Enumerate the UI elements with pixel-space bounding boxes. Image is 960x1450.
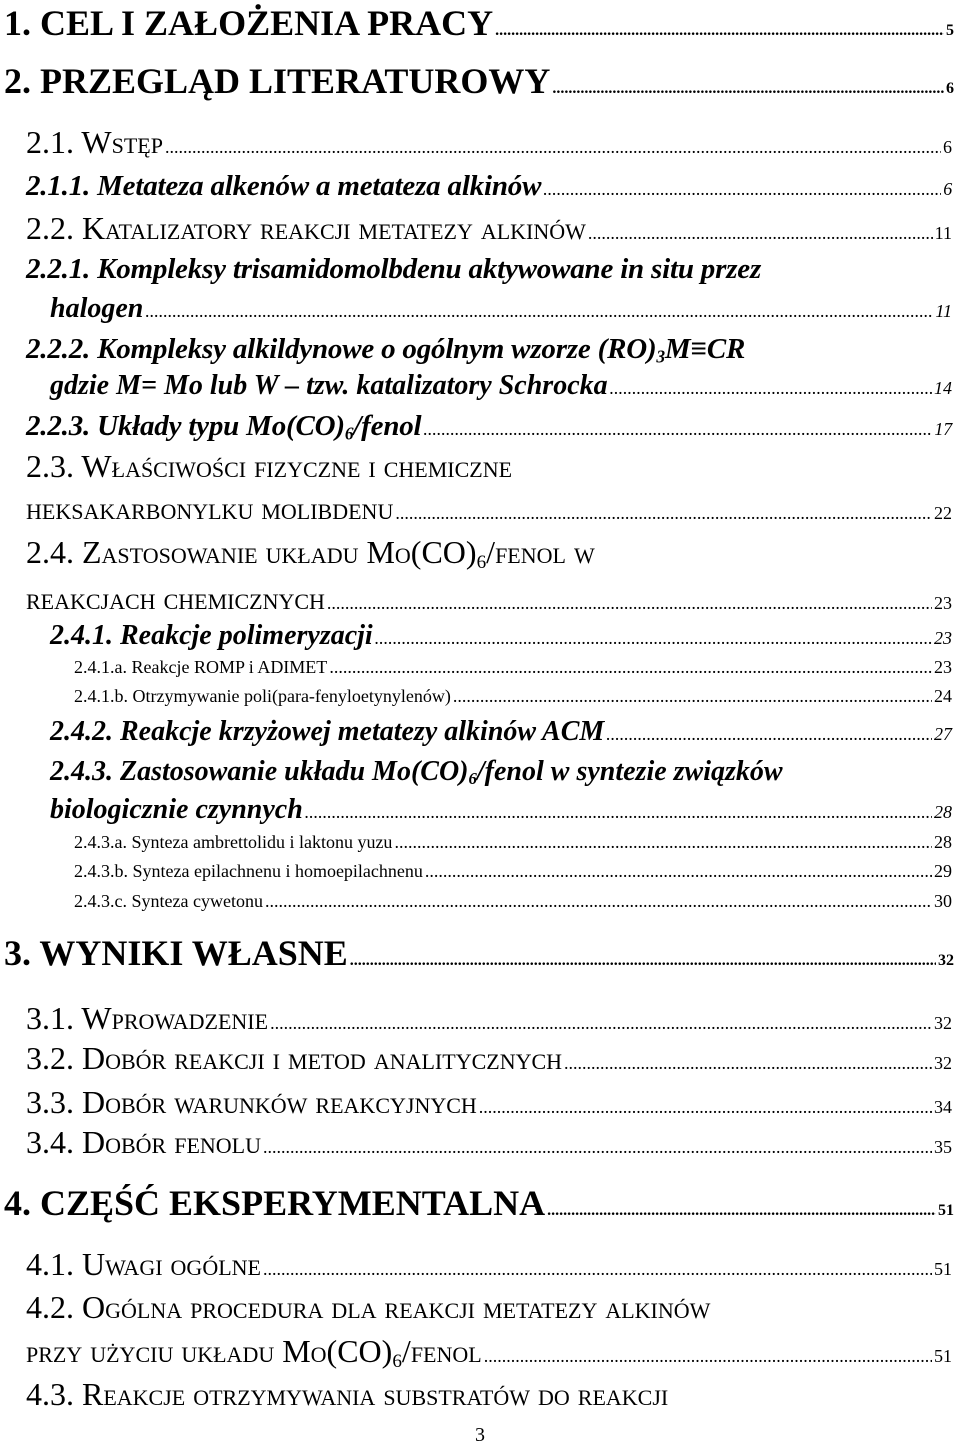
toc-entry-title: 2.1. Wstęp <box>26 124 163 160</box>
toc-page-number: 6 <box>943 179 952 199</box>
toc-page-number: 11 <box>934 223 952 243</box>
toc-entry-2-4-2[interactable] <box>50 716 952 748</box>
toc-leader-dots <box>547 1202 936 1220</box>
toc-leader-dots <box>495 22 944 40</box>
toc-entry-2-2[interactable] <box>26 210 952 247</box>
toc-entry-4-2[interactable] <box>26 1333 952 1373</box>
toc-entry-3-4[interactable] <box>26 1124 952 1161</box>
subscript: 6 <box>468 769 477 789</box>
toc-entry-chapter-3[interactable] <box>4 932 954 974</box>
toc-entry-title: 2.2. Katalizatory reakcji metatezy alkinów <box>26 210 586 246</box>
toc-entry-title-cont: biologicznie czynnych <box>50 794 303 825</box>
toc-page-number: 6 <box>946 80 954 97</box>
toc-entry-2-4[interactable] <box>26 580 952 617</box>
toc-entry-title: 2.4.1.b. Otrzymywanie poli(para-fenyloetynylenów) <box>74 686 451 706</box>
toc-leader-dots <box>394 832 932 853</box>
toc-page-number: 35 <box>934 1137 952 1157</box>
toc-page-number: 22 <box>934 503 952 523</box>
toc-entry-title: 3.3. Dobór warunków reakcyjnych <box>26 1084 477 1120</box>
toc-entry-4-2-line1: 4.2. Ogólna procedura dla reakcji metatezy alkinów <box>26 1289 711 1325</box>
toc-entry-title: 2.1.1. Metateza alkenów a metateza alkinów <box>26 170 542 202</box>
toc-leader-dots <box>423 419 932 440</box>
toc-entry-2-4-3-c[interactable] <box>74 891 952 912</box>
toc-entry-2-2-1-line1: 2.2.1. Kompleksy trisamidomolbdenu aktywowane in situ przez <box>26 253 762 285</box>
title-part: 2.4. Zastosowanie układu Mo(CO) <box>26 534 477 570</box>
toc-leader-dots <box>552 80 944 98</box>
toc-entry-title-cont: halogen <box>50 293 144 324</box>
toc-leader-dots <box>305 802 932 823</box>
toc-leader-dots <box>270 1013 932 1034</box>
toc-entry-title: 2.4.1. Reakcje polimeryzacji <box>50 620 373 651</box>
subscript: 6 <box>392 1350 402 1372</box>
toc-entry-title: 2.4.3.a. Synteza ambrettolidu i laktonu yuzu <box>74 832 393 852</box>
toc-leader-dots <box>588 223 933 244</box>
toc-page-number: 32 <box>934 1013 952 1033</box>
toc-entry-2-1-1[interactable] <box>26 170 952 203</box>
toc-entry-2-4-line1 <box>26 534 952 574</box>
toc-entry-title: 2.4.3.c. Synteza cywetonu <box>74 891 263 911</box>
toc-leader-dots <box>479 1097 932 1118</box>
toc-leader-dots <box>327 593 932 614</box>
toc-leader-dots <box>265 891 932 912</box>
toc-page-number: 23 <box>934 657 952 677</box>
toc-leader-dots <box>165 137 941 158</box>
toc-entry-2-2-1[interactable] <box>50 293 952 325</box>
toc-page-number: 11 <box>935 301 952 321</box>
toc-entry-title: 2.4.1.a. Reakcje ROMP i ADIMET <box>74 657 328 677</box>
toc-entry-2-4-3-a[interactable] <box>74 832 952 853</box>
toc-entry-2-4-1-b[interactable] <box>74 686 952 707</box>
title-part: 2.4.3. Zastosowanie układu Mo(CO) <box>50 756 469 787</box>
toc-entry-title: 3. WYNIKI WŁASNE <box>4 933 348 973</box>
toc-entry-2-2-2[interactable] <box>50 370 952 402</box>
toc-leader-dots <box>425 861 932 882</box>
toc-entry-2-3-line1: 2.3. Właściwości fizyczne i chemiczne <box>26 448 513 484</box>
toc-page-number: 24 <box>934 686 952 706</box>
toc-entry-title <box>26 410 421 444</box>
toc-page-number: 51 <box>938 1202 954 1219</box>
toc-entry-title: 3.2. Dobór reakcji i metod analitycznych <box>26 1040 563 1076</box>
toc-entry-2-4-3-b[interactable] <box>74 861 952 882</box>
toc-page-number: 27 <box>934 724 952 744</box>
toc-page-number: 51 <box>934 1346 952 1366</box>
toc-page-number: 6 <box>943 137 952 157</box>
toc-page-number: 30 <box>934 891 952 911</box>
toc-entry-2-2-3[interactable] <box>26 410 952 444</box>
title-part: 2.2.3. Układy typu Mo(CO) <box>26 410 345 442</box>
toc-page-number: 23 <box>934 593 952 613</box>
toc-page-number: 17 <box>934 419 952 439</box>
toc-leader-dots <box>375 628 932 649</box>
toc-entry-title: 2.4.2. Reakcje krzyżowej metatezy alkinów ACM <box>50 716 605 747</box>
toc-page-number: 28 <box>934 832 952 852</box>
toc-entry-2-3[interactable] <box>26 490 952 527</box>
toc-entry-4-3-line1[interactable]: 4.3. Reakcje otrzymywania substratów do reakcji <box>26 1376 669 1412</box>
toc-leader-dots <box>453 686 932 707</box>
toc-entry-title: 1. CEL I ZAŁOŻENIA PRACY <box>4 3 494 43</box>
toc-entry-title: 4.1. Uwagi ogólne <box>26 1246 261 1282</box>
toc-entry-title-cont <box>26 1333 482 1373</box>
subscript: 6 <box>344 423 354 444</box>
toc-entry-title: 4. CZĘŚĆ EKSPERYMENTALNA <box>4 1183 546 1223</box>
toc-entry-2-4-3[interactable] <box>50 794 952 826</box>
toc-entry-title-cont: reakcjach chemicznych <box>26 580 325 616</box>
toc-page-number: 34 <box>934 1097 952 1117</box>
toc-leader-dots <box>263 1137 932 1158</box>
triple-bond-symbol: ≡ <box>690 333 707 365</box>
toc-entry-3-2[interactable] <box>26 1040 952 1077</box>
toc-entry-chapter-4[interactable] <box>4 1182 954 1224</box>
toc-entry-chapter-2[interactable] <box>4 60 954 102</box>
toc-leader-dots <box>395 503 932 524</box>
toc-page-number: 32 <box>938 952 954 969</box>
toc-entry-3-3[interactable] <box>26 1084 952 1121</box>
toc-leader-dots <box>329 657 932 678</box>
title-part: 2.2.2. Kompleksy alkildynowe o ogólnym wzorze (RO) <box>26 333 657 365</box>
subscript: 3 <box>656 346 665 367</box>
toc-entry-2-4-1[interactable] <box>50 620 952 652</box>
toc-entry-title: 2.4.3.b. Synteza epilachnenu i homoepilachnenu <box>74 861 423 881</box>
toc-entry-4-1[interactable] <box>26 1246 952 1283</box>
toc-entry-3-1[interactable] <box>26 1000 952 1037</box>
toc-leader-dots <box>263 1259 932 1280</box>
toc-page-number: 29 <box>934 861 952 881</box>
title-part: /fenol <box>353 410 422 442</box>
toc-entry-2-4-1-a[interactable] <box>74 657 952 678</box>
toc-leader-dots <box>610 378 932 399</box>
page-number: 3 <box>475 1424 485 1446</box>
toc-entry-2-1[interactable] <box>26 124 952 161</box>
title-part: CR <box>706 333 746 365</box>
toc-page-number: 51 <box>934 1259 952 1279</box>
toc-entry-title-cont: gdzie M= Mo lub W – tzw. katalizatory Schrocka <box>50 370 608 401</box>
toc-leader-dots <box>350 952 936 970</box>
toc-entry-chapter-1[interactable] <box>4 2 954 44</box>
toc-page-number: 14 <box>934 378 952 398</box>
toc-page-number: 23 <box>934 628 952 648</box>
title-part: /fenol w syntezie związków <box>476 756 783 787</box>
toc-leader-dots <box>564 1053 932 1074</box>
toc-page-number: 32 <box>934 1053 952 1073</box>
toc-leader-dots <box>543 179 941 200</box>
toc-entry-title: 2. PRZEGLĄD LITERATUROWY <box>4 61 551 101</box>
toc-page-number: 5 <box>946 22 954 39</box>
toc-entry-2-4-3-line1 <box>50 756 952 789</box>
title-part: przy użyciu układu Mo(CO) <box>26 1333 393 1369</box>
toc-entry-title: 3.4. Dobór fenolu <box>26 1124 262 1160</box>
title-part: /fenol <box>401 1333 482 1369</box>
toc-leader-dots <box>145 301 933 322</box>
toc-page-number: 28 <box>934 802 952 822</box>
toc-leader-dots <box>606 724 932 745</box>
toc-entry-2-2-2-line1 <box>26 333 952 367</box>
toc-entry-title-cont: heksakarbonylku molibdenu <box>26 490 394 526</box>
subscript: 6 <box>476 551 487 573</box>
title-part: /fenol w <box>486 534 595 570</box>
title-part: M <box>664 333 691 365</box>
toc-leader-dots <box>484 1346 932 1367</box>
toc-entry-title: 3.1. Wprowadzenie <box>26 1000 269 1036</box>
